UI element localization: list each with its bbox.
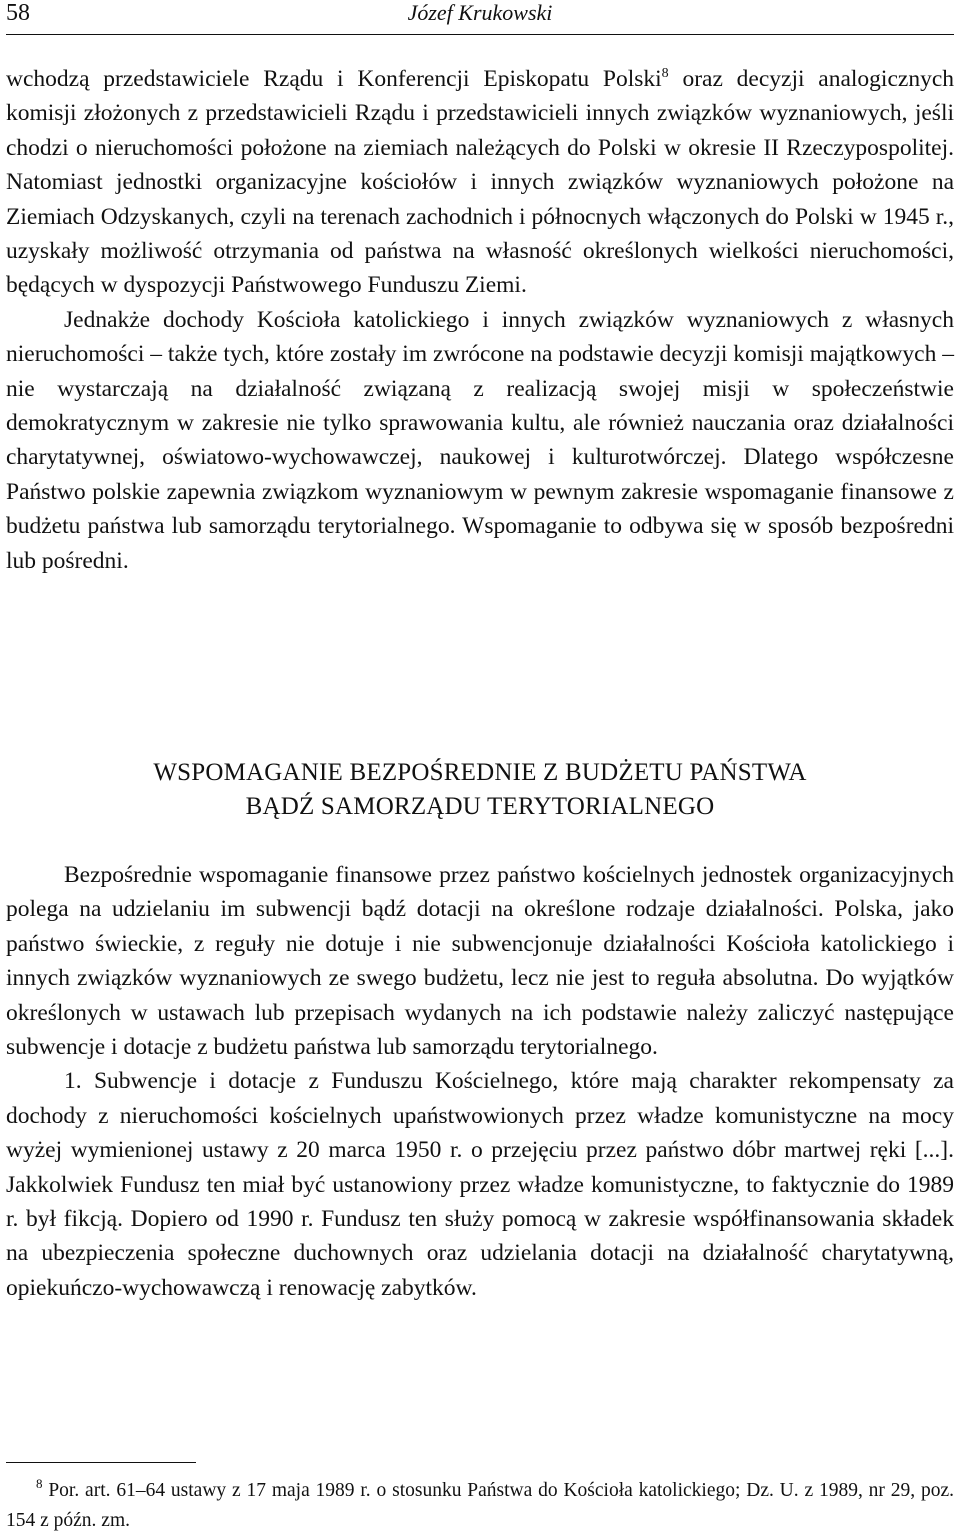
- body-text: [6, 62, 954, 578]
- section-heading-line-1: WSPOMAGANIE BEZPOŚREDNIE Z BUDŻETU PAŃSTWA: [153, 759, 807, 786]
- header-rule: [6, 34, 954, 35]
- page-number: 58: [6, 0, 30, 26]
- paragraph-1-text-a: wchodzą przedstawiciele Rządu i Konferencji Episkopatu Polski: [6, 66, 662, 92]
- section-paragraph-1: Bezpośrednie wspomaganie finansowe przez państwo kościelnych jednostek organizacyjnych polega na udzielaniu im subwencji bądź dotacji na określone rodzaje działalności. Polska, jako państwo świeckie, z reguły nie dotuje i nie subwencjonuje działalności Kościoła katolickiego i innych związków wyznaniowych ze swego budżetu, lecz nie jest to reguła absolutna. Do wyjątków określonych w ustawach lub przepisach wydanych na ich podstawie należy zaliczyć następujące subwencje i dotacje z budżetu państwa lub samorządu terytorialnego.: [6, 862, 954, 1061]
- section-heading: [6, 756, 954, 824]
- section-heading-line-2: BĄDŹ SAMORZĄDU TERYTORIALNEGO: [245, 793, 715, 820]
- header-author: Józef Krukowski: [407, 0, 553, 25]
- footnote-reference: 8: [661, 66, 669, 81]
- section-body: [6, 858, 954, 1305]
- paragraph-1-text-b: oraz decyzji analogicznych komisji złożonych z przedstawicieli Rządu i przedstawicieli innych związków wyznaniowych, jeśli chodzi o nieruchomości położone na ziemiach należących do Polski w okresie II Rzeczypospolitej. Natomiast jednostki organizacyjne kościołów i innych związków wyznaniowych położone na Ziemiach Odzyskanych, czyli na terenach zachodnich i północnych włączonych do Polski w 1945 r., uzyskały możliwość otrzymania od państwa na własność określonych wielkości nieruchomości, będących w dyspozycji Państwowego Funduszu Ziemi.: [6, 66, 955, 299]
- footnote: [6, 1476, 954, 1536]
- paragraph-2: Jednakże dochody Kościoła katolickiego i innych związków wyznaniowych z własnych nieruchomości – także tych, które zostały im zwrócone na podstawie decyzji komisji majątkowych – nie wystarczają na działalność związaną z realizacją swojej misji w społeczeństwie demokratycznym w zakresie nie tylko sprawowania kultu, ale również nauczania oraz działalności charytatywnej, oświatowo-wychowawczej, naukowej i kulturotwórczej. Dlatego współczesne Państwo polskie zapewnia związkom wyznaniowym w pewnym zakresie wspomaganie finansowe z budżetu państwa lub samorządu terytorialnego. Wspomaganie to odbywa się w sposób bezpośredni lub pośredni.: [6, 306, 954, 574]
- section-paragraph-2: 1. Subwencje i dotacje z Funduszu Kościelnego, które mają charakter rekompensaty za dochody z nieruchomości kościelnych upaństwowionych przez władze komunistyczne na mocy wyżej wymienionej ustawy z 20 marca 1950 r. o przejęciu przez państwo dóbr martwej ręki [...]. Jakkolwiek Fundusz ten miał być ustanowiony przez władze komunistyczne, to faktycznie do 1989 r. był fikcją. Dopiero od 1990 r. Fundusz ten służy pomocą w zakresie współfinansowania składek na ubezpieczenia społeczne duchownych oraz udzielania dotacji na działalność charytatywną, opiekuńczo-wychowawczą i renowację zabytków.: [6, 1068, 954, 1301]
- footnote-number: 8: [36, 1476, 43, 1491]
- running-header: [6, 0, 954, 34]
- paragraph-1: [6, 62, 954, 303]
- footnote-text: Por. art. 61–64 ustawy z 17 maja 1989 r. o stosunku Państwa do Kościoła katolickiego; Dz. U. z 1989, nr 29, poz. 154 z późn. zm.: [6, 1480, 954, 1531]
- footnote-separator: [6, 1462, 196, 1463]
